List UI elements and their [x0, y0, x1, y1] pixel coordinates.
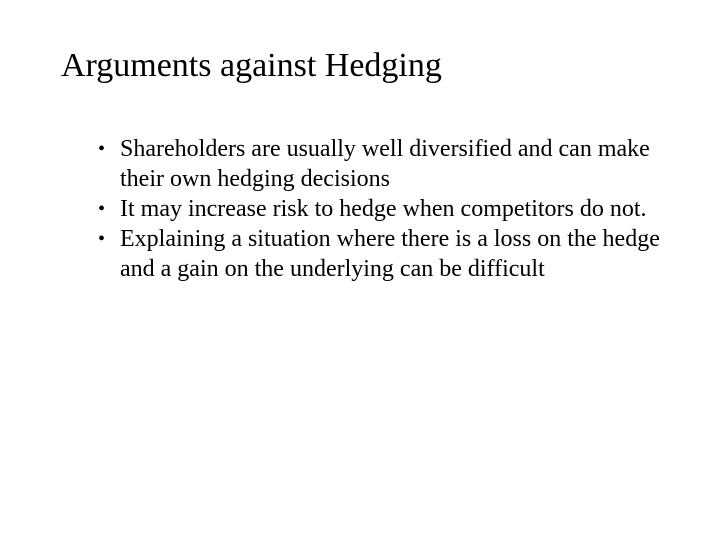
bullet-text: Explaining a situation where there is a loss on the hedge and a gain on the underlying can be difficult [120, 226, 660, 282]
bullet-item [98, 194, 668, 224]
bullet-dot-icon: • [98, 138, 106, 160]
bullet-dot-icon: • [98, 228, 106, 250]
bullet-text: It may increase risk to hedge when competitors do not. [120, 196, 647, 222]
bullet-item [98, 224, 668, 284]
bullet-text: Shareholders are usually well diversified and can make their own hedging decisions [120, 136, 650, 192]
bullet-dot-icon: • [98, 198, 106, 220]
slide-title: Arguments against Hedging [61, 47, 442, 84]
bullet-list [98, 134, 668, 284]
bullet-item [98, 134, 668, 194]
